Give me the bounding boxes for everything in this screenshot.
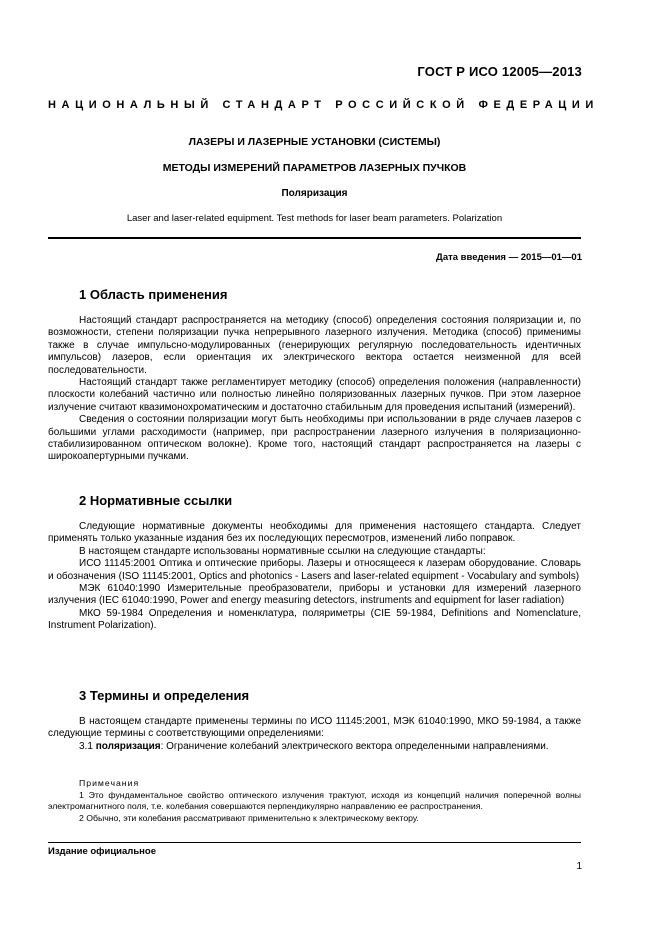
note-item: 1 Это фундаментальное свойство оптического излучения трактуют, исходя из концепций наличия поперечной волны электромагнитного поля, т.е. колебания совершаются перпендикулярно направлению ее распространения.	[48, 789, 581, 812]
title-subtitle: Поляризация	[281, 188, 348, 199]
note-item: 2 Обычно, эти колебания рассматривают применительно к электрическому вектору.	[79, 812, 419, 823]
paragraph: ИСО 11145:2001 Оптика и оптические приборы. Лазеры и относящееся к лазерам оборудование. Словарь и обозначения (ISO 11145:2001, Optics and photonics - Lasers and laser-related equipment - Vocabulary and symbols)	[48, 558, 581, 582]
paragraph: Сведения о состоянии поляризации могут быть необходимы при использовании в ряде случаев лазеров с большими углами расходимости (например, при распространении лазерного излучения в поляризационно-стабилизированном оптическом волокне). Кроме того, настоящий стандарт распространяется на лазеры с широкоапертурными пучками.	[48, 414, 581, 463]
section-body	[48, 315, 581, 464]
edition-label: Издание официальное	[48, 846, 156, 857]
term-number: 3.1	[79, 740, 93, 752]
section-heading: 3 Термины и определения	[79, 688, 250, 703]
section-body	[48, 521, 581, 633]
paragraph: МКО 59-1984 Определения и номенклатура, поляриметры (CIE 59-1984, Definitions and Nomenclature, Instrument Polarization).	[48, 607, 581, 632]
national-standard-banner: НАЦИОНАЛЬНЫЙ СТАНДАРТ РОССИЙСКОЙ ФЕДЕРАЦИИ	[48, 99, 599, 111]
notes-block	[48, 778, 581, 824]
title-line-1: ЛАЗЕРЫ И ЛАЗЕРНЫЕ УСТАНОВКИ (СИСТЕМЫ)	[188, 136, 441, 148]
title-line-2: МЕТОДЫ ИЗМЕРЕНИЙ ПАРАМЕТРОВ ЛАЗЕРНЫХ ПУЧКОВ	[162, 162, 467, 174]
section-heading: 1 Область применения	[79, 287, 228, 302]
term-text: : Ограничение колебаний электрического вектора определенными направлениями.	[160, 740, 549, 752]
title-english: Laser and laser-related equipment. Test methods for laser beam parameters. Polarization	[126, 213, 503, 224]
introduction-date: Дата введения — 2015—01—01	[436, 252, 582, 263]
paragraph: В настоящем стандарте применены термины по ИСО 11145:2001, МЭК 61040:1990, МКО 59-1984, а также следующие термины с соответствующими определениями:	[48, 716, 581, 740]
page-number: 1	[576, 861, 582, 872]
paragraph: Настоящий стандарт распространяется на методику (способ) определения состояния поляризации и, по возможности, степени поляризации пучка непрерывного лазерного излучения. Методика (способ) применимы также в случае импульсно-модулированных (генерирующих регулярную последовательность идентичных импульсов) лазеров, если ориентация их электрического вектора остается неизменной для всей последовательности.	[48, 315, 581, 376]
section-body	[48, 716, 581, 753]
title-divider	[48, 237, 581, 239]
term-definition	[48, 741, 581, 753]
section-heading: 2 Нормативные ссылки	[79, 493, 233, 508]
document-code: ГОСТ Р ИСО 12005—2013	[417, 64, 582, 79]
paragraph: Следующие нормативные документы необходимы для применения настоящего стандарта. Следует применять только указанные издания без их последующих пересмотров, изменений либо поправок.	[48, 521, 581, 545]
notes-title: Примечания	[79, 778, 140, 788]
footer-divider	[48, 842, 581, 843]
paragraph: В настоящем стандарте использованы нормативные ссылки на следующие стандарты:	[79, 545, 486, 557]
paragraph: Настоящий стандарт также регламентирует методику (способ) определения положения (направленности) плоскости колебаний частично или полностью линейно поляризованных лазерных пучков. При этом лазерное излучение считают квазимонохроматическим и достаточно стабильным для проведения испытаний (измерений).	[48, 377, 581, 413]
term-name: поляризация	[95, 740, 161, 752]
paragraph: МЭК 61040:1990 Измерительные преобразователи, приборы и установки для измерений лазерного излучения (IEC 61040:1990, Power and energy measuring detectors, instruments and equipment for laser radiation)	[48, 583, 581, 607]
